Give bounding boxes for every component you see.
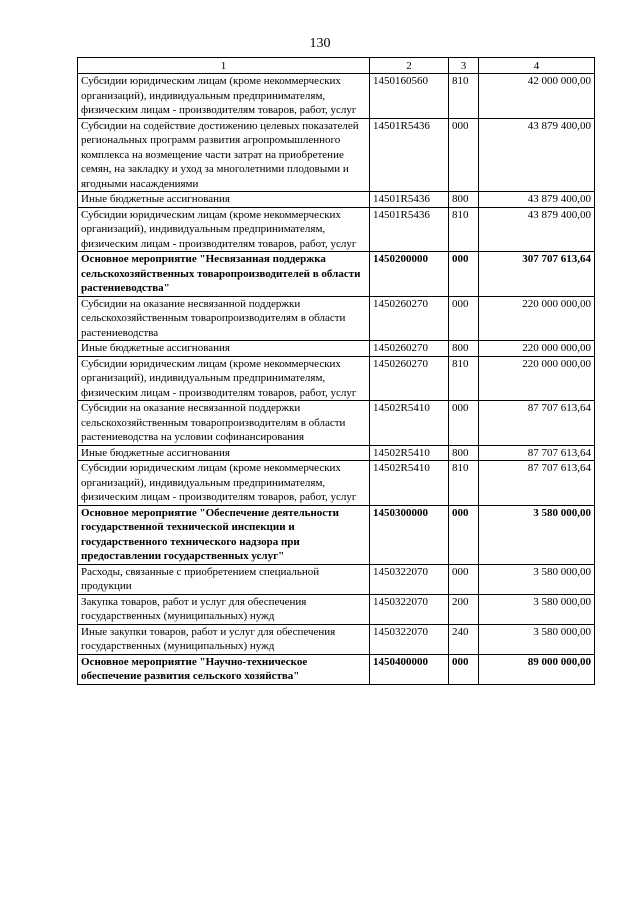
row-amount: 220 000 000,00: [479, 356, 595, 401]
row-name: Субсидии юридическим лицам (кроме некоммерческих организаций), индивидуальным предпринимателям, физическим лицам - производителям товаров, работ, услуг: [78, 356, 370, 401]
table-row: [78, 207, 595, 252]
row-amount: 3 580 000,00: [479, 624, 595, 654]
row-name: Иные бюджетные ассигнования: [78, 341, 370, 357]
row-type: 000: [449, 252, 479, 297]
table-row: [78, 445, 595, 461]
row-name: Субсидии на содействие достижению целевых показателей региональных программ развития агропромышленного комплекса на возмещение части затрат на приобретение семян, на закладку и уход за многолетними плодовыми и ягодными насаждениями: [78, 118, 370, 192]
table-header-row: [78, 58, 595, 74]
table-row: [78, 401, 595, 446]
row-code: 14501R5436: [370, 192, 449, 208]
row-type: 200: [449, 594, 479, 624]
table-row: [78, 118, 595, 192]
row-amount: 43 879 400,00: [479, 192, 595, 208]
row-amount: 3 580 000,00: [479, 505, 595, 564]
table-row: [78, 624, 595, 654]
row-name: Субсидии на оказание несвязанной поддержки сельскохозяйственным товаропроизводителям в области растениеводства на условии софинансирования: [78, 401, 370, 446]
table-row: [78, 341, 595, 357]
row-code: 14502R5410: [370, 461, 449, 506]
table-row: [78, 296, 595, 341]
column-header-3: 3: [449, 58, 479, 74]
row-amount: 87 707 613,64: [479, 445, 595, 461]
column-header-1: 1: [78, 58, 370, 74]
table-row: [78, 356, 595, 401]
table-row-main-activity: [78, 654, 595, 684]
row-code: 1450260270: [370, 296, 449, 341]
row-name: Основное мероприятие "Научно-техническое обеспечение развития сельского хозяйства": [78, 654, 370, 684]
table-row: [78, 564, 595, 594]
table-row: [78, 461, 595, 506]
budget-table: [77, 57, 595, 685]
row-name: Основное мероприятие "Несвязанная поддержка сельскохозяйственных товаропроизводителей в области растениеводства": [78, 252, 370, 297]
row-type: 800: [449, 192, 479, 208]
table-row: [78, 594, 595, 624]
row-code: 14502R5410: [370, 401, 449, 446]
row-name: Иные бюджетные ассигнования: [78, 445, 370, 461]
row-code: 1450322070: [370, 624, 449, 654]
row-type: 000: [449, 505, 479, 564]
row-amount: 43 879 400,00: [479, 118, 595, 192]
row-type: 000: [449, 401, 479, 446]
row-code: 1450160560: [370, 74, 449, 119]
row-amount: 87 707 613,64: [479, 401, 595, 446]
row-amount: 43 879 400,00: [479, 207, 595, 252]
row-name: Закупка товаров, работ и услуг для обеспечения государственных (муниципальных) нужд: [78, 594, 370, 624]
row-code: 1450260270: [370, 341, 449, 357]
column-header-4: 4: [479, 58, 595, 74]
column-header-2: 2: [370, 58, 449, 74]
row-type: 000: [449, 118, 479, 192]
row-code: 1450400000: [370, 654, 449, 684]
row-type: 000: [449, 296, 479, 341]
table-row: [78, 192, 595, 208]
row-amount: 87 707 613,64: [479, 461, 595, 506]
row-code: 14501R5436: [370, 207, 449, 252]
row-type: 000: [449, 564, 479, 594]
table-row: [78, 74, 595, 119]
page-number: 130: [309, 36, 331, 51]
row-type: 810: [449, 207, 479, 252]
row-type: 800: [449, 445, 479, 461]
row-amount: 220 000 000,00: [479, 296, 595, 341]
row-amount: 89 000 000,00: [479, 654, 595, 684]
table-row-main-activity: [78, 252, 595, 297]
row-name: Иные закупки товаров, работ и услуг для обеспечения государственных (муниципальных) нужд: [78, 624, 370, 654]
row-code: 1450200000: [370, 252, 449, 297]
row-name: Субсидии на оказание несвязанной поддержки сельскохозяйственным товаропроизводителям в области растениеводства: [78, 296, 370, 341]
row-name: Расходы, связанные с приобретением специальной продукции: [78, 564, 370, 594]
row-name: Субсидии юридическим лицам (кроме некоммерческих организаций), индивидуальным предпринимателям, физическим лицам - производителям товаров, работ, услуг: [78, 461, 370, 506]
row-type: 810: [449, 461, 479, 506]
row-amount: 3 580 000,00: [479, 594, 595, 624]
row-type: 240: [449, 624, 479, 654]
table-row-main-activity: [78, 505, 595, 564]
row-name: Субсидии юридическим лицам (кроме некоммерческих организаций), индивидуальным предпринимателям, физическим лицам - производителям товаров, работ, услуг: [78, 74, 370, 119]
row-name: Основное мероприятие "Обеспечение деятельности государственной технической инспекции и государственного технического надзора при предоставлении государственных услуг": [78, 505, 370, 564]
row-type: 810: [449, 356, 479, 401]
row-name: Иные бюджетные ассигнования: [78, 192, 370, 208]
row-type: 800: [449, 341, 479, 357]
row-type: 000: [449, 654, 479, 684]
row-code: 14502R5410: [370, 445, 449, 461]
row-amount: 307 707 613,64: [479, 252, 595, 297]
row-amount: 42 000 000,00: [479, 74, 595, 119]
row-code: 14501R5436: [370, 118, 449, 192]
row-type: 810: [449, 74, 479, 119]
row-code: 1450260270: [370, 356, 449, 401]
row-name: Субсидии юридическим лицам (кроме некоммерческих организаций), индивидуальным предпринимателям, физическим лицам - производителям товаров, работ, услуг: [78, 207, 370, 252]
row-amount: 220 000 000,00: [479, 341, 595, 357]
row-code: 1450322070: [370, 594, 449, 624]
row-amount: 3 580 000,00: [479, 564, 595, 594]
row-code: 1450322070: [370, 564, 449, 594]
row-code: 1450300000: [370, 505, 449, 564]
